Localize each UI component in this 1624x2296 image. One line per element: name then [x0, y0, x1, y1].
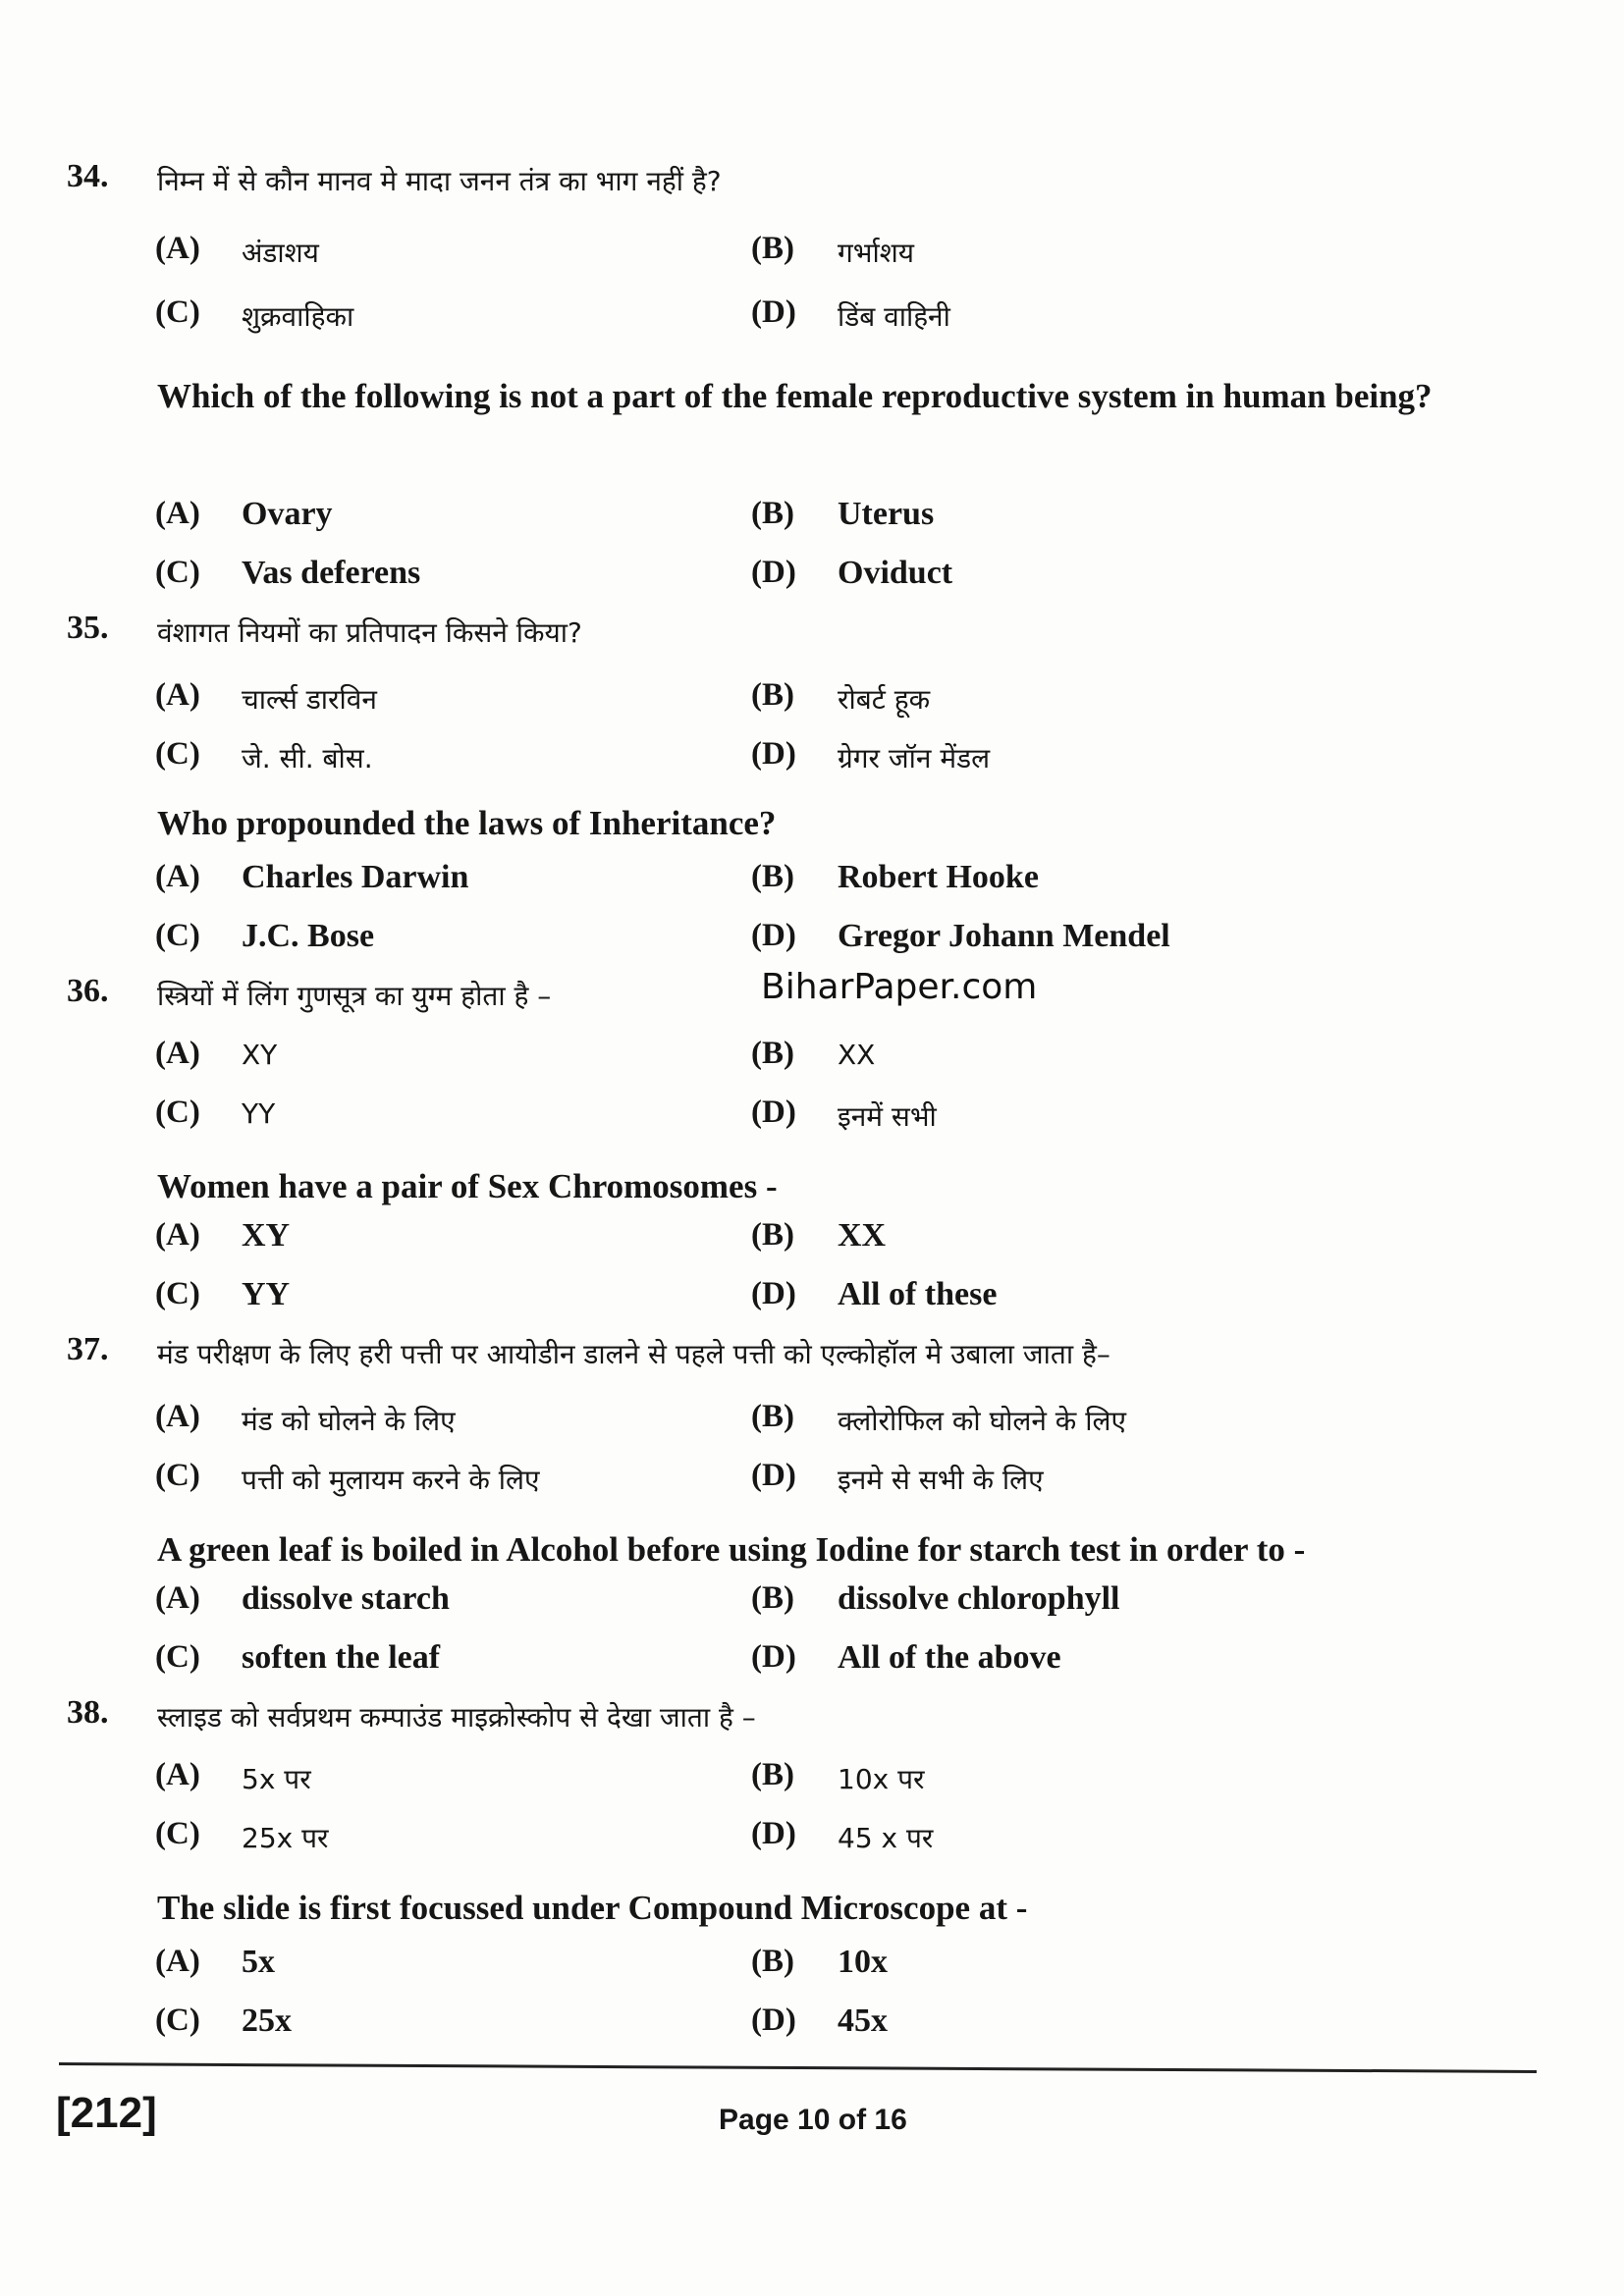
option-text-english: 5x	[242, 1944, 275, 1980]
option-label: (B)	[751, 859, 794, 894]
question-number: 34.	[67, 158, 109, 194]
option-text-english: Robert Hooke	[838, 859, 1039, 895]
option-label: (D)	[751, 1639, 796, 1675]
option-label: (B)	[751, 1217, 794, 1253]
option-label: (C)	[155, 1095, 200, 1130]
question-text-hindi: स्त्रियों में लिंग गुणसूत्र का युग्म होता है –	[157, 980, 552, 1012]
option-label: (C)	[155, 555, 200, 590]
option-text-english: dissolve chlorophyll	[838, 1580, 1120, 1617]
option-label: (B)	[751, 1757, 794, 1792]
option-text-hindi: पत्ती को मुलायम करने के लिए	[242, 1464, 540, 1496]
option-text-hindi: XX	[838, 1039, 876, 1071]
question-text-english: A green leaf is boiled in Alcohol before using Iodine for starch test in order to -	[157, 1530, 1306, 1569]
option-label: (C)	[155, 1276, 200, 1311]
option-text-hindi: मंड को घोलने के लिए	[242, 1405, 456, 1437]
option-text-english: XY	[242, 1217, 291, 1254]
question-text-english: Who propounded the laws of Inheritance?	[157, 804, 777, 842]
option-text-english: Uterus	[838, 496, 935, 532]
paper-code: [212]	[56, 2089, 157, 2137]
option-text-english: Gregor Johann Mendel	[838, 918, 1170, 954]
option-label: (A)	[155, 677, 200, 713]
option-text-english: All of these	[838, 1276, 998, 1312]
option-text-english: Vas deferens	[242, 555, 421, 591]
option-label: (C)	[155, 1816, 200, 1851]
question-number: 36.	[67, 973, 109, 1009]
option-text-hindi: 45 x पर	[838, 1822, 934, 1854]
option-label: (D)	[751, 294, 796, 330]
page-number: Page 10 of 16	[719, 2104, 907, 2136]
option-label: (D)	[751, 1816, 796, 1851]
option-label: (C)	[155, 2002, 200, 2038]
option-label: (A)	[155, 1399, 200, 1434]
option-text-english: All of the above	[838, 1639, 1061, 1676]
option-text-hindi: YY	[242, 1097, 276, 1130]
option-text-english: 25x	[242, 2002, 292, 2039]
option-label: (D)	[751, 1276, 796, 1311]
option-text-english: 10x	[838, 1944, 888, 1980]
question-text-hindi: स्लाइड को सर्वप्रथम कम्पाउंड माइक्रोस्कोप से देखा जाता है –	[157, 1701, 756, 1734]
option-label: (A)	[155, 1217, 200, 1253]
option-label: (B)	[751, 1580, 794, 1616]
option-label: (A)	[155, 496, 200, 531]
option-label: (A)	[155, 1757, 200, 1792]
option-label: (B)	[751, 1036, 794, 1071]
option-label: (A)	[155, 859, 200, 894]
question-text-english: Which of the following is not a part of the female reproductive system in human being?	[157, 377, 1433, 415]
question-text-english: The slide is first focussed under Compound Microscope at -	[157, 1889, 1028, 1927]
option-text-hindi: इनमें सभी	[838, 1100, 937, 1133]
option-label: (C)	[155, 1639, 200, 1675]
question-text-english: Women have a pair of Sex Chromosomes -	[157, 1167, 778, 1205]
option-text-english: soften the leaf	[242, 1639, 441, 1676]
question-text-hindi: निम्न में से कौन मानव मे मादा जनन तंत्र का भाग नहीं है?	[157, 165, 722, 197]
option-text-english: XX	[838, 1217, 887, 1254]
option-label: (D)	[751, 736, 796, 772]
option-text-hindi: 25x पर	[242, 1822, 329, 1854]
option-text-english: Oviduct	[838, 555, 953, 591]
option-label: (A)	[155, 1580, 200, 1616]
option-label: (D)	[751, 918, 796, 953]
option-text-hindi: 10x पर	[838, 1763, 925, 1795]
option-label: (B)	[751, 496, 794, 531]
question-number: 37.	[67, 1331, 109, 1367]
option-label: (A)	[155, 1944, 200, 1979]
option-label: (B)	[751, 1399, 794, 1434]
option-label: (C)	[155, 918, 200, 953]
option-text-hindi: डिंब वाहिनी	[838, 300, 950, 333]
option-text-english: 45x	[838, 2002, 888, 2039]
option-label: (D)	[751, 555, 796, 590]
question-number: 35.	[67, 610, 109, 646]
option-label: (D)	[751, 1095, 796, 1130]
option-text-english: Charles Darwin	[242, 859, 469, 895]
option-text-hindi: चार्ल्स डारविन	[242, 683, 377, 716]
option-label: (C)	[155, 294, 200, 330]
option-text-english: dissolve starch	[242, 1580, 450, 1617]
option-label: (C)	[155, 736, 200, 772]
option-label: (B)	[751, 1944, 794, 1979]
option-text-hindi: ग्रेगर जॉन मेंडल	[838, 742, 991, 774]
option-label: (C)	[155, 1458, 200, 1493]
option-text-english: Ovary	[242, 496, 333, 532]
option-text-hindi: गर्भाशय	[838, 237, 914, 269]
option-label: (D)	[751, 1458, 796, 1493]
option-text-hindi: क्लोरोफिल को घोलने के लिए	[838, 1405, 1126, 1437]
option-label: (D)	[751, 2002, 796, 2038]
footer-divider	[59, 2062, 1537, 2073]
watermark-text: BiharPaper.com	[761, 967, 1038, 1007]
option-text-hindi: रोबर्ट हूक	[838, 683, 931, 716]
option-text-english: YY	[242, 1276, 291, 1312]
option-text-english: J.C. Bose	[242, 918, 375, 954]
option-label: (B)	[751, 677, 794, 713]
option-text-hindi: इनमे से सभी के लिए	[838, 1464, 1044, 1496]
option-label: (A)	[155, 231, 200, 266]
option-text-hindi: अंडाशय	[242, 237, 319, 269]
option-text-hindi: शुक्रवाहिका	[242, 300, 354, 333]
question-text-hindi: मंड परीक्षण के लिए हरी पत्ती पर आयोडीन डालने से पहले पत्ती को एल्कोहॉल मे उबाला जाता है–	[157, 1338, 1110, 1370]
question-number: 38.	[67, 1694, 109, 1731]
option-label: (A)	[155, 1036, 200, 1071]
question-text-hindi: वंशागत नियमों का प्रतिपादन किसने किया?	[157, 616, 582, 649]
option-label: (B)	[751, 231, 794, 266]
option-text-hindi: XY	[242, 1039, 278, 1071]
option-text-hindi: 5x पर	[242, 1763, 311, 1795]
option-text-hindi: जे. सी. बोस.	[242, 742, 373, 774]
